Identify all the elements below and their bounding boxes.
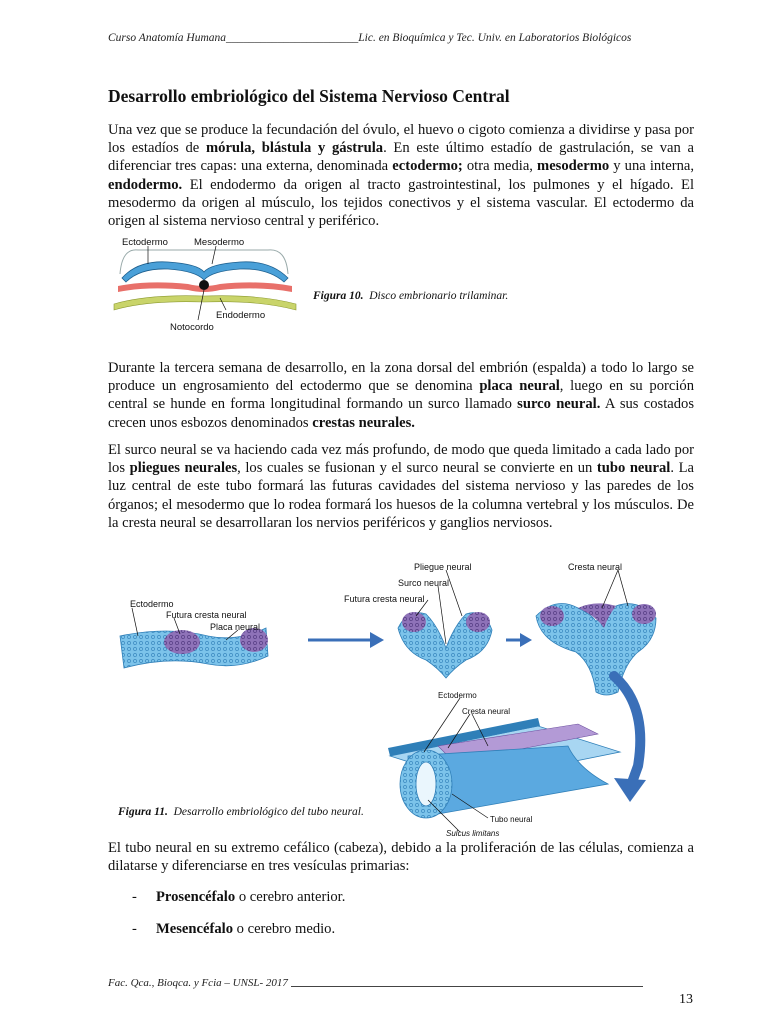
label-ectodermo: Ectodermo (122, 237, 168, 248)
label-ectodermo-d: Ectodermo (438, 691, 477, 700)
label-mesodermo: Mesodermo (194, 237, 245, 248)
header-degree: Lic. en Bioquímica y Tec. Univ. en Laboratorios Biológicos (358, 32, 632, 44)
label-endodermo: Endodermo (216, 310, 266, 321)
label-ectodermo-a: Ectodermo (130, 599, 174, 609)
paragraph-intro: Una vez que se produce la fecundación del óvulo, el huevo o cigoto comienza a dividirse y pasa por los estadíos de mórula, blástula y gástrula. En este último estadío de gastrulación, se van a diferenciar tres capas: una externa, denominada ectodermo; otra media, mesodermo y una interna, endodermo. El endodermo da origen al tracto gastrointestinal, los pulmones y el hígado. El mesodermo da origen al músculo, los tejidos conectivos y el sistema vascular. El ectodermo da origen al sistema nervioso central y periférico. (108, 122, 695, 230)
footer-rule (291, 986, 643, 987)
page-number: 13 (679, 992, 693, 1007)
label-sulcus-limitans: Sulcus limitans (446, 829, 500, 838)
section-title: Desarrollo embriológico del Sistema Nervioso Central (108, 86, 510, 106)
figure-10-caption: Figura 10. Disco embrionario trilaminar. (313, 290, 509, 302)
figure-11-caption: Figura 11. Desarrollo embriológico del tubo neural. (118, 806, 364, 818)
page-footer (108, 977, 643, 989)
footer-text: Fac. Qca., Bioqca. y Fcia – UNSL- 2017 (108, 977, 288, 989)
label-notocordo: Notocordo (170, 322, 214, 333)
label-cresta-neural-c: Cresta neural (568, 562, 623, 572)
label-tubo-neural: Tubo neural (490, 815, 533, 824)
page-header (108, 32, 696, 44)
list-item-prosencefalo: - Prosencéfalo o cerebro anterior. (132, 889, 346, 905)
header-course: Curso Anatomía Humana_______________________ (108, 32, 359, 44)
figure-10-trilaminar-disc (108, 234, 302, 334)
paragraph-vesicles: El tubo neural en su extremo cefálico (cabeza), debido a la proliferación de las células, comienza a dilatarse y diferenciarse en tres vesículas primarias: (108, 840, 694, 875)
paragraph-neural-plate: Durante la tercera semana de desarrollo, en la zona dorsal del embrión (espalda) a todo lo largo se produce un engrosamiento del ectodermo que se denomina placa neural, luego en su porción central se hunde en forma longitudinal formando un surco llamado surco neural. A sus costados crecen unos esbozos denominados crestas neurales. (108, 360, 694, 431)
figure-11-neural-tube-development (108, 556, 698, 838)
label-pliegue-neural: Pliegue neural (414, 562, 472, 572)
label-cresta-neural-d: Cresta neural (462, 707, 511, 716)
label-futura-cresta-a: Futura cresta neural (166, 610, 247, 620)
list-item-mesencefalo: - Mesencéfalo o cerebro medio. (132, 921, 336, 937)
paragraph-neural-tube: El surco neural se va haciendo cada vez más profundo, de modo que queda limitado a cada lado por los pliegues neurales, los cuales se fusionan y el surco neural se convierte en un tubo neural. La luz central de este tubo formará las futuras cavidades del sistema nervioso y las paredes de los órganos; el mesodermo que lo rodea formará los huesos de la columna vertebral y los músculos. De la cresta neural se desarrollaran los nervios periféricos y ganglios nerviosos. (108, 442, 694, 531)
label-surco-neural: Surco neural (398, 578, 450, 588)
label-placa-neural: Placa neural (210, 622, 261, 632)
label-futura-cresta-b: Futura cresta neural (344, 594, 425, 604)
